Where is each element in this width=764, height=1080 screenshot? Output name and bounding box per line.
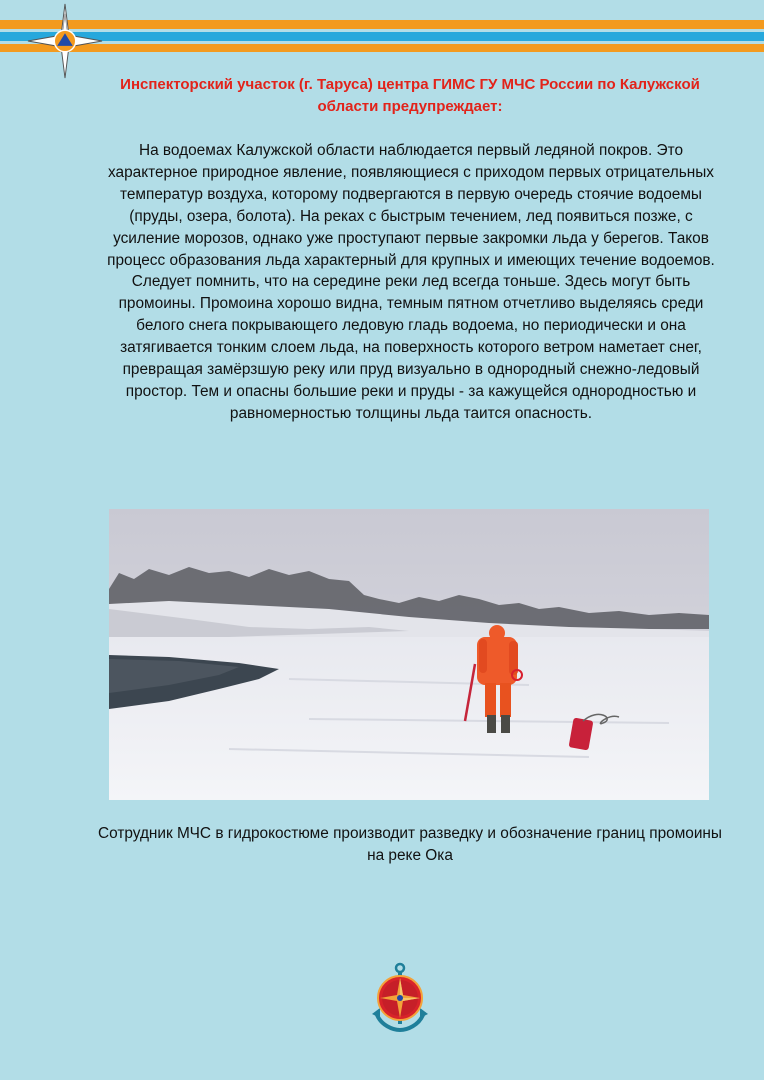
photo-caption: Сотрудник МЧС в гидрокостюме производит разведку и обозначение границ промоины на реке Ока [97,825,722,864]
gims-anchor-emblem-icon [368,962,432,1034]
river-ice-photo [109,509,709,800]
orange-stripe [0,44,764,52]
page-title: Инспекторский участок (г. Таруса) центра ГИМС ГУ МЧС России по Калужской области предупреждает: [120,76,700,115]
mchs-star-emblem-icon [26,2,104,80]
blue-stripe [0,32,764,41]
article-text: На водоемах Калужской области наблюдается первый ледяной покров. Это характерное природное явление, появляющиеся с приходом первых отрицательных температур воздуха, которому подвергаются в первую очередь стоячие водоемы (пруды, озера, болота). На реках с быстрым течением, лед появиться позже, с усиление морозов, однако уже проступают первые закромки льда у берегов. Таков процесс образования льда характерный для крупных и имеющих течение водоемов. Следует помнить, что на середине реки лед всегда тоньше. Здесь могут быть промоины. Промоина хорошо видна, темным пятном отчетливо выделяясь среди белого снега покрывающего ледовую гладь водоема, но периодически и она затягивается тонким слоем льда, на поверхность которого ветром наметает снег, превращая замёрзшую реку или пруд визуально в однородный снежно-ледовый простор. Тем и опасны большие реки и пруды - за кажущейся однородностью и равномерностью толщины льда таится опасность. [107,142,715,422]
orange-stripe [0,20,764,29]
header-stripes [0,0,764,60]
